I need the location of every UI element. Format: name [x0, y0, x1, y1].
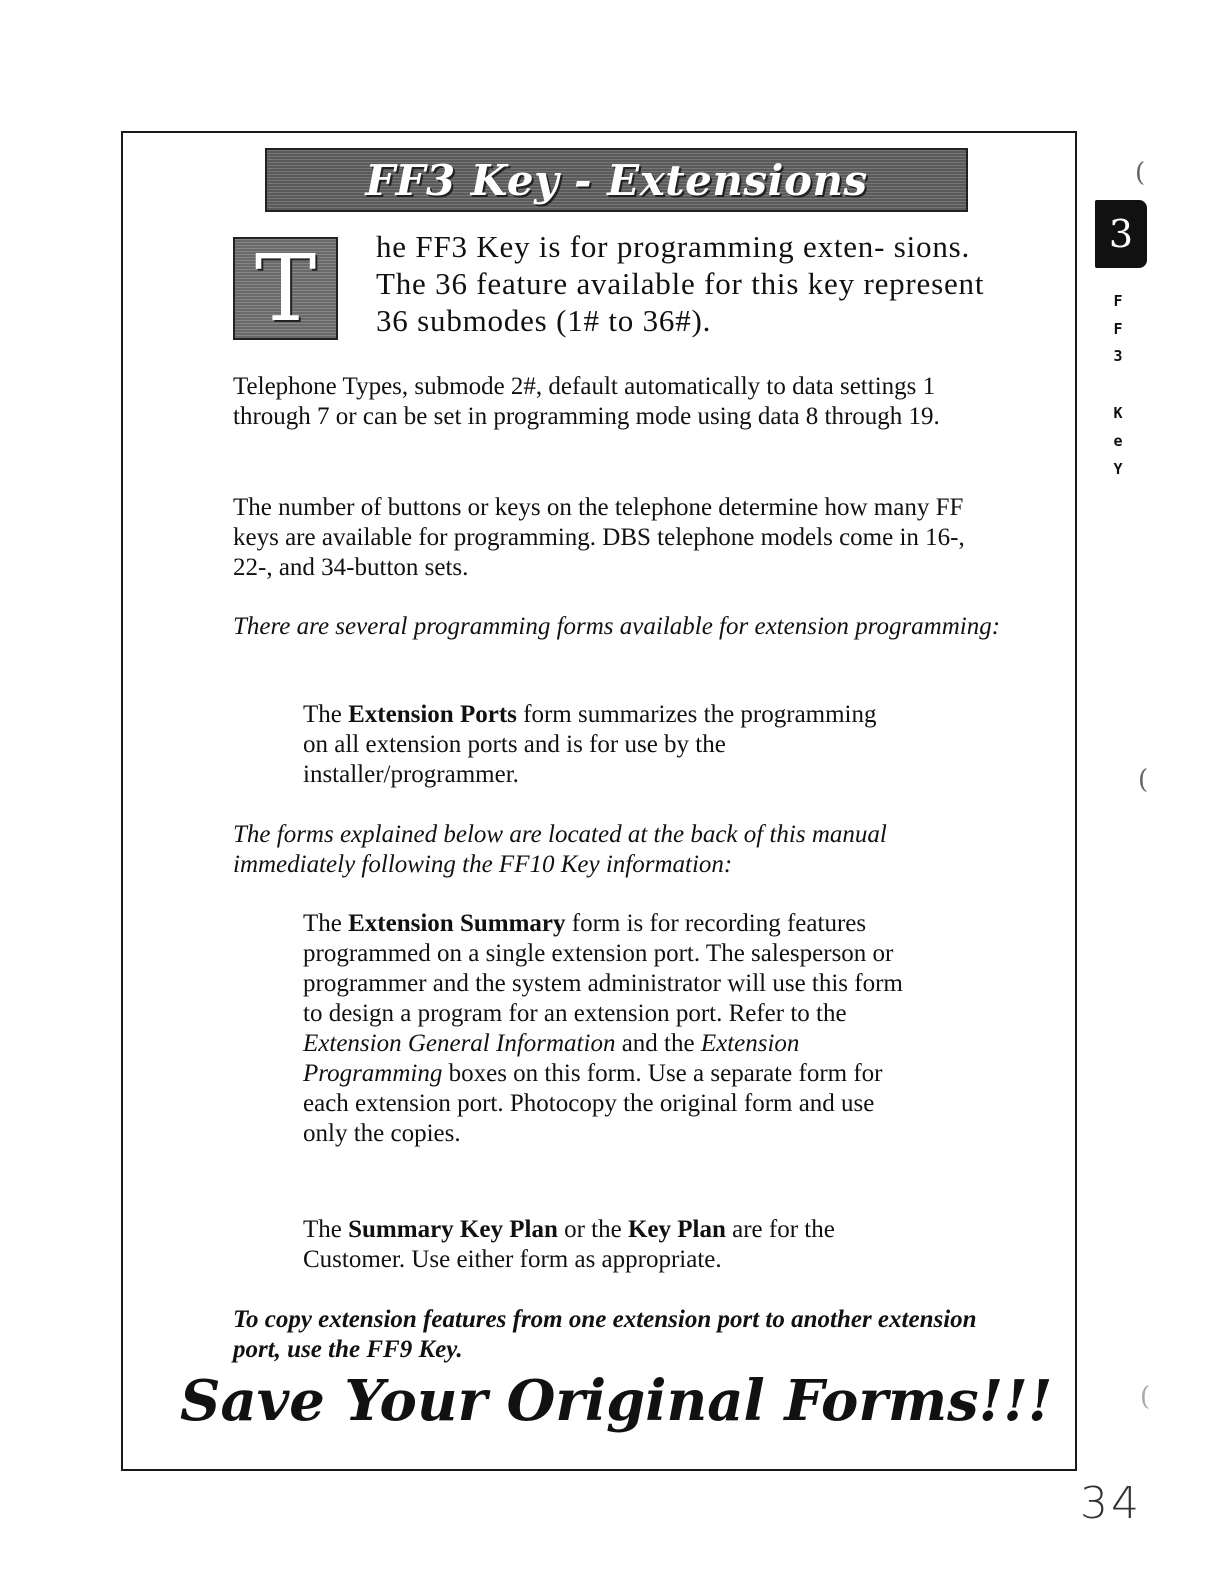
ext-summary-text1: form is for recording features programmed on a single extension port. The salesperson or programmer and the system administrator will use this form to design a program for an extension port. Refer to the	[303, 910, 903, 1027]
extension-summary-paragraph	[303, 909, 918, 1149]
dropcap	[233, 234, 338, 342]
ext-summary-text3: boxes on this form. Use a separate form for each extension port. Photocopy the original form and use only the copies.	[303, 1060, 883, 1147]
key-plan-paragraph	[303, 1215, 918, 1275]
forms-intro-paragraph: There are several programming forms available for extension programming:	[233, 613, 1001, 640]
section-title-banner	[265, 148, 968, 212]
key-plan-mid: or the	[557, 1216, 628, 1243]
chapter-number: 3	[1108, 212, 1134, 256]
margin-mark: (	[1138, 765, 1149, 795]
summary-key-plan-name: Summary Key Plan	[348, 1216, 558, 1243]
key-plan-prefix: The	[303, 1216, 349, 1243]
ext-summary-prefix: The	[303, 910, 349, 937]
side-letter: F	[1113, 292, 1123, 310]
ext-summary-form-name: Extension Summary	[348, 910, 566, 937]
margin-mark: (	[1140, 1382, 1151, 1412]
side-letter: 3	[1113, 347, 1123, 365]
copy-features-note: To copy extension features from one extension port to another extension port, use the FF9 Key.	[233, 1306, 977, 1363]
telephone-types-paragraph: Telephone Types, submode 2#, default automatically to data settings 1 through 7 or can be set in programming mode using data 8 through 19.	[233, 373, 940, 430]
ext-ports-prefix: The	[303, 701, 349, 728]
side-letter: Y	[1113, 460, 1123, 478]
dropcap-letter: T	[254, 234, 317, 342]
margin-mark: (	[1135, 158, 1146, 188]
page-number: 34	[1080, 1478, 1142, 1529]
save-forms-slogan: Save Your Original Forms!!!	[180, 1368, 1053, 1434]
extension-ports-paragraph	[303, 700, 893, 790]
ext-programming-box-name: Extension Programming	[303, 1030, 800, 1087]
key-plan-name: Key Plan	[627, 1216, 726, 1243]
ext-general-info-box-name: Extension General Information	[303, 1030, 616, 1057]
ext-summary-text2: and the	[615, 1030, 701, 1057]
ext-ports-form-name: Extension Ports	[348, 701, 517, 728]
side-letter: F	[1113, 320, 1123, 338]
key-plan-text: are for the Customer. Use either form as appropriate.	[303, 1216, 835, 1273]
buttons-paragraph: The number of buttons or keys on the telephone determine how many FF keys are available for programming. DBS telephone models come in 16-, 22-, and 34-button sets.	[233, 494, 965, 581]
forms-location-paragraph: The forms explained below are located at the back of this manual immediately following the FF10 Key information:	[233, 821, 887, 878]
ext-ports-text: form summarizes the programming on all extension ports and is for use by the installer/programmer.	[303, 701, 877, 788]
chapter-tab	[1095, 200, 1147, 268]
side-letter: K	[1113, 404, 1123, 422]
side-letter: e	[1113, 432, 1123, 450]
intro-paragraph: he FF3 Key is for programming exten- sions. The 36 feature available for this key represent 36 submodes (1# to 36#).	[376, 229, 985, 338]
page-title: FF3 Key - Extensions	[365, 155, 868, 205]
